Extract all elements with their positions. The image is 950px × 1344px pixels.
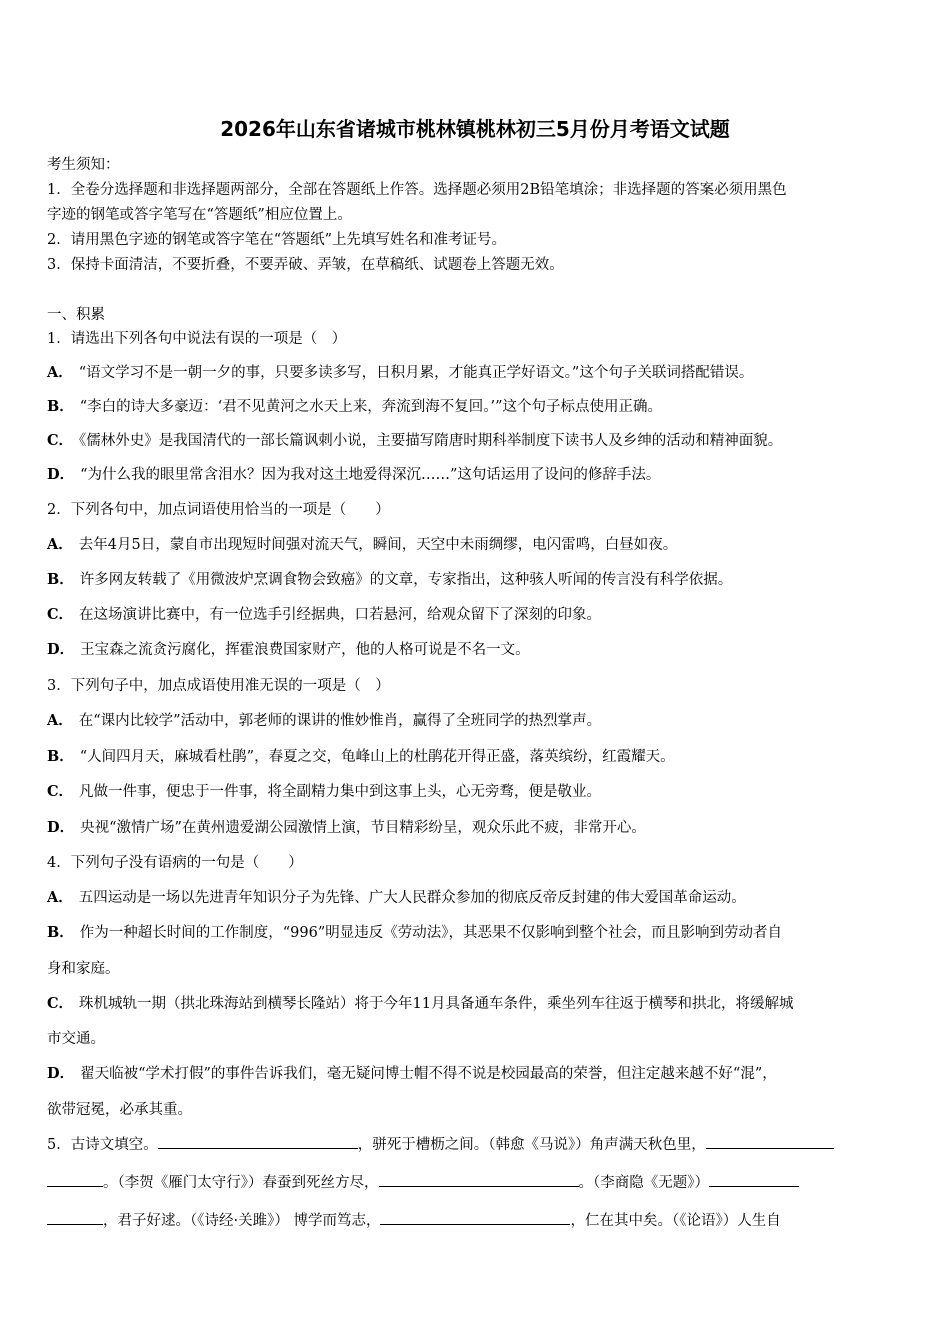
option-label: B．: [47, 398, 74, 415]
question-2-option-a: [47, 533, 677, 554]
question-3-option-b: [47, 745, 675, 766]
section-heading: 一、积累: [47, 307, 105, 323]
option-label: D．: [47, 819, 75, 836]
question-2-option-c: [47, 603, 601, 624]
question-4-stem: 4．下列句子没有语病的一句是（ ）: [47, 855, 303, 871]
option-label: C．: [47, 432, 74, 449]
option-text: “李白的诗大多豪迈：‘君不见黄河之水天上来，奔流到海不复回。’”这个句子标点使用正确。: [79, 399, 663, 415]
question-3-option-d: [47, 816, 646, 837]
option-text: 五四运动是一场以先进青年知识分子为先锋、广大人民群众参加的彻底反帝反封建的伟大爱国革命运动。: [78, 890, 746, 906]
notice-item-2: 2．请用黑色字迹的钢笔或答字笔在“答题纸”上先填写姓名和准考证号。: [47, 232, 507, 248]
answer-blank-4[interactable]: [709, 1172, 799, 1187]
option-label: D．: [47, 1065, 75, 1082]
option-label: B．: [47, 748, 74, 765]
question-1-stem: 1．请选出下列各句中说法有误的一项是（ ）: [47, 331, 347, 347]
exam-title: 2026年山东省诸城市桃林镇桃林初三5月份月考语文试题: [220, 117, 730, 141]
question-4-option-b-cont: 身和家庭。: [47, 961, 120, 977]
option-label: B．: [47, 571, 74, 588]
question-2-stem: 2．下列各句中，加点词语使用恰当的一项是（ ）: [47, 502, 390, 518]
answer-blank-4-cont[interactable]: [47, 1210, 103, 1225]
question-5-text: ，君子好逑。（《诗经·关雎》） 博学而笃志，: [103, 1213, 381, 1229]
option-label: D．: [47, 641, 75, 658]
notice-item-1-cont: 字迹的钢笔或答字笔写在“答题纸”相应位置上。: [47, 207, 352, 223]
question-4-option-d-cont: 欲带冠冕，必承其重。: [47, 1102, 192, 1118]
option-text: 王宝森之流贪污腐化，挥霍浪费国家财产，他的人格可说是不名一文。: [80, 642, 530, 658]
question-5-text: 。（李贺《雁门太守行》）春蚕到死丝方尽，: [103, 1175, 379, 1191]
answer-blank-5[interactable]: [380, 1210, 570, 1225]
option-text: 去年4月5日，蒙自市出现短时间强对流天气，瞬间，天空中未雨绸缪，电闪雷鸣，白昼如夜。: [78, 537, 678, 553]
option-text: “为什么我的眼里常含泪水？因为我对这土地爱得深沉……”这句话运用了设问的修辞手法。: [80, 467, 661, 483]
question-5-text: ，仁在其中矣。（《论语》）人生自: [570, 1213, 781, 1229]
option-text: 央视“激情广场”在黄州遗爱湖公园激情上演，节目精彩纷呈，观众乐此不疲，非常开心。: [80, 820, 646, 836]
option-text: 在“课内比较学”活动中，郭老师的课讲的惟妙惟肖，赢得了全班同学的热烈掌声。: [78, 713, 602, 729]
question-3-stem: 3．下列句子中，加点成语使用准无误的一项是（ ）: [47, 678, 390, 694]
notice-item-3: 3．保持卡面清洁，不要折叠，不要弄破、弄皱，在草稿纸、试题卷上答题无效。: [47, 257, 564, 273]
question-1-option-d: [47, 463, 660, 484]
question-3-option-c: [47, 780, 601, 801]
question-2-option-b: [47, 568, 732, 589]
answer-blank-3[interactable]: [379, 1172, 579, 1187]
option-text: 《儒林外史》是我国清代的一部长篇讽刺小说，主要描写隋唐时期科举制度下读书人及乡绅的活动和精神面貌。: [79, 433, 783, 449]
question-2-option-d: [47, 638, 530, 659]
option-label: C．: [47, 995, 74, 1012]
notice-heading: 考生须知：: [47, 157, 120, 173]
question-5-number: 5．: [47, 1137, 71, 1153]
option-text: 许多网友转载了《用微波炉烹调食物会致癌》的文章，专家指出，这种骇人听闻的传言没有科学依据。: [79, 572, 733, 588]
option-label: A．: [47, 536, 73, 553]
answer-blank-2-cont[interactable]: [47, 1172, 103, 1187]
option-label: C．: [47, 606, 74, 623]
question-4-option-c-cont: 市交通。: [47, 1031, 105, 1047]
question-5-text: 。（李商隐《无题》）: [578, 1175, 709, 1191]
option-text: 在这场演讲比赛中，有一位选手引经据典，口若悬河，给观众留下了深刻的印象。: [79, 607, 602, 623]
question-3-option-a: [47, 709, 601, 730]
question-5-line-1: [47, 1133, 834, 1154]
question-5-line-2: [47, 1171, 799, 1192]
answer-blank-1[interactable]: [158, 1134, 358, 1149]
option-text: 作为一种超长时间的工作制度，“996”明显违反《劳动法》，其恶果不仅影响到整个社会，而且影响到劳动者自: [79, 925, 783, 941]
option-text: “语文学习不是一朝一夕的事，只要多读多写，日积月累，才能真正学好语文。”这个句子关联词搭配错误。: [78, 365, 754, 381]
question-1-option-c: [47, 429, 782, 450]
option-label: D．: [47, 466, 75, 483]
option-text: 珠机城轨一期（拱北珠海站到横琴长隆站）将于今年11月具备通车条件，乘坐列车往返于横琴和拱北，将缓解城: [79, 996, 794, 1012]
question-4-option-a: [47, 886, 746, 907]
question-5-line-3: [47, 1209, 781, 1230]
answer-blank-2[interactable]: [706, 1134, 834, 1149]
question-4-option-d: [47, 1062, 777, 1083]
option-label: A．: [47, 889, 73, 906]
question-5-stem: 古诗文填空。: [70, 1137, 158, 1153]
option-text: “人间四月天，麻城看杜鹃”，春夏之交，龟峰山上的杜鹃花开得正盛，落英缤纷，红霞耀天。: [79, 749, 675, 765]
option-label: A．: [47, 712, 73, 729]
question-4-option-c: [47, 992, 794, 1013]
question-5-text: ，骈死于槽枥之间。（韩愈《马说》）角声满天秋色里，: [357, 1137, 706, 1153]
option-text: 凡做一件事，便忠于一件事，将全副精力集中到这事上头，心无旁骛，便是敬业。: [79, 784, 602, 800]
question-1-option-a: [47, 361, 753, 382]
option-label: C．: [47, 783, 74, 800]
option-label: B．: [47, 924, 74, 941]
question-1-option-b: [47, 395, 662, 416]
option-label: A．: [47, 364, 73, 381]
question-4-option-b: [47, 921, 782, 942]
notice-item-1: 1．全卷分选择题和非选择题两部分，全部在答题纸上作答。选择题必须用2B铅笔填涂；非选择题的答案必须用黑色: [47, 182, 787, 198]
option-text: 翟天临被“学术打假”的事件告诉我们，毫无疑问博士帽不得不说是校园最高的荣誉，但注定越来越不好“混”，: [80, 1066, 777, 1082]
